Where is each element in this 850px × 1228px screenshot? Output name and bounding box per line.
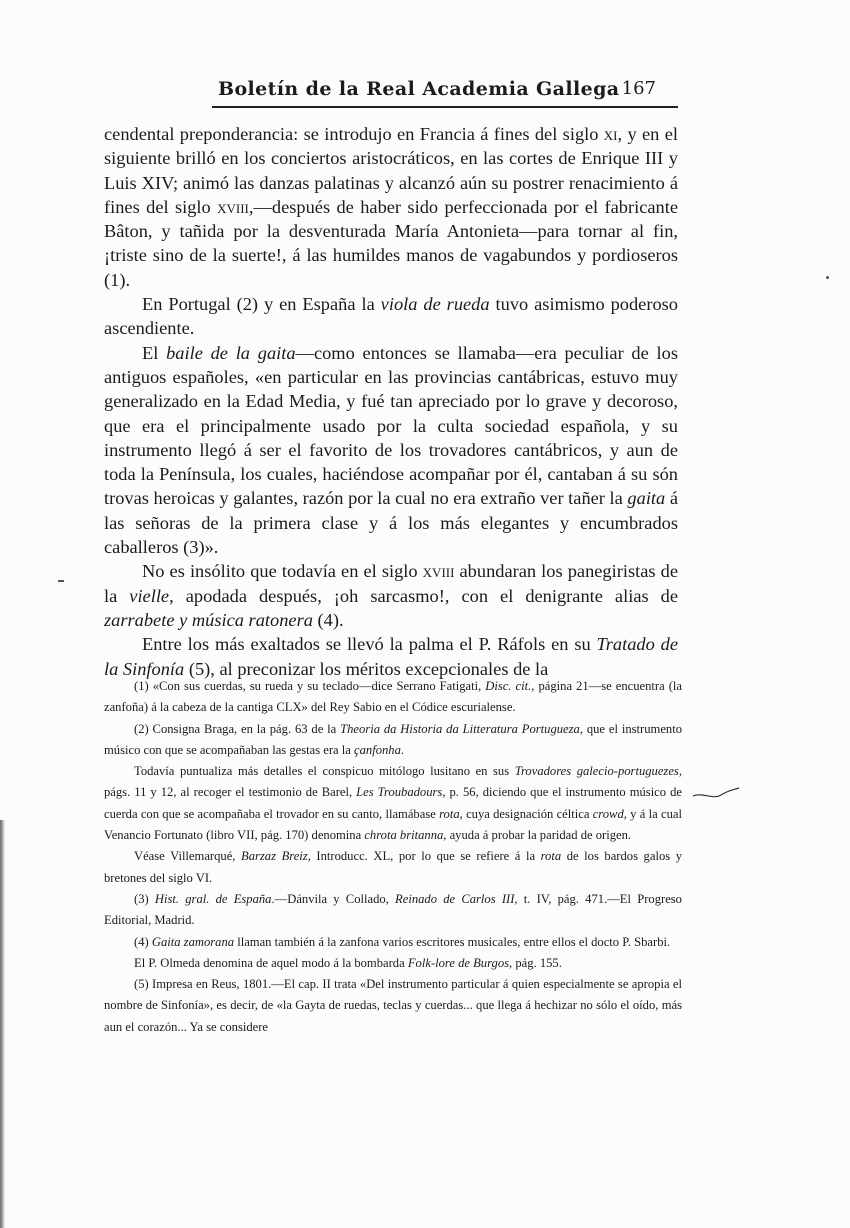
- footnote-4: (4) Gaita zamorana llaman también á la zanfona varios escritores musicales, entre ellos el docto P. Sbarbi.: [134, 934, 671, 949]
- footnote-2-continued: Todavía puntualiza más detalles el conspicuo mitólogo lusitano en sus Trovadores galecio-portuguezes, págs. 11 y 12, al recoger el testimonio de Barel, Les Troubadours, p. 56, diciendo que el instrumento músico de cuerda con que se acompañaba el trovador en su canto, llamábase rota, cuya designación céltica crowd, y á la cual Venancio Fortunato (libro VII, pág. 170) denomina chrota britanna, ayuda á probar la paridad de origen.: [104, 764, 682, 843]
- footnote-2-reference: Véase Villemarqué, Barzaz Breiz, Introducc. XL, por lo que se refiere á la rota de los bardos galos y bretones del siglo VI.: [104, 849, 683, 885]
- book-spine-shadow: [0, 820, 5, 1228]
- paragraph-4: No es insólito que todavía en el siglo xviii abundaran los panegiristas de la vielle, apodada después, ¡oh sarcasmo!, con el denigrante alias de zarrabete y música ratonera (4).: [104, 561, 678, 630]
- paragraph-5: Entre los más exaltados se llevó la palma el P. Ráfols en su Tratado de la Sinfonía (5), al preconizar los méritos excepcionales de la: [104, 634, 679, 679]
- paragraph-2: En Portugal (2) y en España la viola de rueda tuvo asimismo poderoso ascendiente.: [104, 294, 678, 339]
- footnotes: [104, 676, 682, 1038]
- main-text: [104, 122, 678, 681]
- ink-speck: [826, 276, 829, 279]
- paragraph-1: cendental preponderancia: se introdujo en Francia á fines del siglo xi, y en el siguiente brilló en los conciertos aristocráticos, en las cortes de Enrique III y Luis XIV; animó las danzas palatinas y alcanzó aún su postrer renacimiento á fines del siglo xviii,—después de haber sido perfeccionada por el fabricante Bâton, y tañida por la desventurada María Antonieta—para tornar al fin, ¡triste sino de la suerte!, á las humildes manos de vagabundos y pordioseros (1).: [104, 124, 679, 290]
- running-header: [212, 76, 678, 108]
- page-number: 167: [621, 78, 656, 99]
- footnote-2: (2) Consigna Braga, en la pág. 63 de la Theoria da Historia da Litteratura Portugueza, que el instrumento músico con que se acompañaban las gestas era la çanfonha.: [104, 721, 682, 757]
- journal-title: Boletín de la Real Academia Gallega: [218, 78, 620, 100]
- margin-pencil-mark: [691, 782, 741, 808]
- ink-speck: [58, 580, 64, 582]
- footnote-4-continued: El P. Olmeda denomina de aquel modo á la bombarda Folk-lore de Burgos, pág. 155.: [134, 955, 562, 970]
- footnote-3: (3) Hist. gral. de España.—Dánvila y Collado, Reinado de Carlos III, t. IV, pág. 471.—El Progreso Editorial, Madrid.: [104, 891, 682, 928]
- footnote-5: (5) Impresa en Reus, 1801.—El cap. II trata «Del instrumento particular á quien especialmente se apropia el nombre de Sinfonía», es decir, de «la Gayta de ruedas, teclas y cuerdas... que llega á hechizar no sólo el oído, más aun el corazón... Ya se considere: [104, 977, 682, 1034]
- footnote-1: (1) «Con sus cuerdas, su rueda y su teclado—dice Serrano Fatigati, Disc. cit., página 21—se encuentra (la zanfoña) á la cabeza de la cantiga CLX» del Rey Sabio en el Códice escurialense.: [104, 679, 682, 715]
- paragraph-3: El baile de la gaita—como entonces se llamaba—era peculiar de los antiguos españoles, «en particular en las provincias cantábricas, estuvo muy generalizado en la Edad Media, y fué tan apreciado por lo grave y decoroso, que era el principalmente usado por la culta sociedad española, y su instrumento llegó á ser el favorito de los trovadores cantábricos, y aun de toda la Península, los cuales, haciéndose acompañar por él, cantaban á su són trovas heroicas y galantes, razón por la cual no era extraño ver tañer la gaita á las señoras de la primera clase y á los más elegantes y encumbrados caballeros (3)».: [104, 342, 678, 558]
